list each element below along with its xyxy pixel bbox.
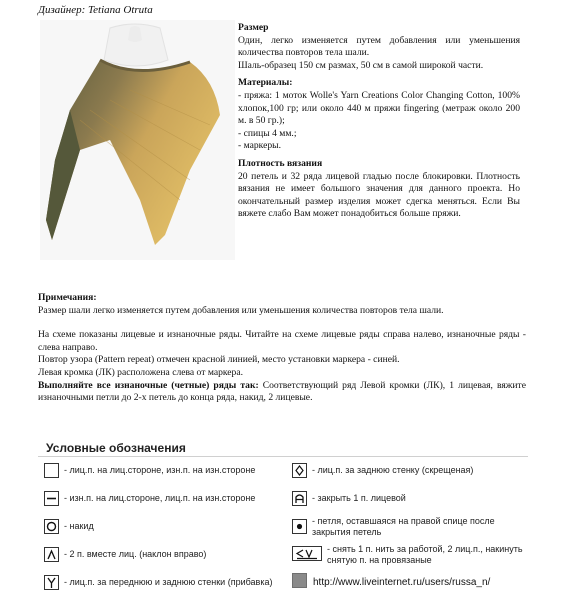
legend-item: - лиц.п. за переднюю и заднюю стенки (прибавка) bbox=[64, 577, 273, 587]
notes-line: Размер шали легко изменяется путем добавления или уменьшения количества повторов тела шали. bbox=[38, 304, 444, 316]
size-heading: Размер bbox=[238, 22, 269, 33]
materials-item: - спицы 4 мм.; bbox=[238, 127, 297, 139]
bind-off-icon bbox=[292, 491, 307, 506]
notes-line bbox=[38, 380, 526, 405]
legend-item: - снять 1 п. нить за работой, 2 лиц.п., накинуть снятую п. на провязаные bbox=[327, 544, 523, 565]
blank-square-icon bbox=[44, 463, 59, 478]
purl-rows-text: Соответствующий ряд Левой кромки (ЛК), 1 лицевая, вяжите изнаночными петли до 2-х петель до конца ряда, накид, 2 лицевые. bbox=[38, 379, 526, 404]
legend-item: - закрыть 1 п. лицевой bbox=[312, 493, 406, 503]
notes-line: Левая кромка (ЛК) расположена слева от маркера. bbox=[38, 366, 244, 378]
legend-item: - петля, оставшаяся на правой спице после закрытия петель bbox=[312, 516, 495, 537]
y-square-icon bbox=[44, 575, 59, 590]
notes-line: На схеме показаны лицевые и изнаночные ряды. Читайте на схеме лицевые ряды справа налево, изнаночные ряды - слева направо. bbox=[38, 329, 526, 353]
purl-rows-heading: Выполняйте все изнаночные (четные) ряды так: bbox=[38, 379, 259, 391]
legend-item: - накид bbox=[64, 521, 94, 531]
notes-block bbox=[38, 292, 526, 405]
lambda-square-icon bbox=[44, 547, 59, 562]
twisted-stitch-icon bbox=[292, 463, 307, 478]
legend-item: - лиц.п. за заднюю стенку (скрещеная) bbox=[312, 465, 474, 475]
size-text: Один, легко изменяется путем добавления или уменьшения количества повторов тела шали. bbox=[238, 34, 520, 59]
legend-item: - лиц.п. на лиц.стороне, изн.п. на изн.стороне bbox=[64, 465, 256, 475]
circle-square-icon bbox=[44, 519, 59, 534]
notes-heading: Примечания: bbox=[38, 292, 97, 303]
grey-square-icon bbox=[292, 573, 307, 588]
dot-square-icon bbox=[292, 519, 307, 534]
size-sample: Шаль-образец 150 см размах, 50 см в самой широкой части. bbox=[238, 59, 484, 71]
legend-item: - изн.п. на лиц.стороне, лиц.п. на изн.стороне bbox=[64, 493, 256, 503]
legend-divider bbox=[38, 456, 528, 457]
gauge-heading: Плотность вязания bbox=[238, 157, 323, 169]
designer-credit: Дизайнер: Tetiana Otruta bbox=[38, 4, 153, 16]
legend-title: Условные обозначения bbox=[46, 441, 186, 455]
notes-line: Повтор узора (Pattern repeat) отмечен красной линией, место установки маркера - синей. bbox=[38, 354, 400, 366]
watermark: http://www.liveinternet.ru/users/russa_n/ bbox=[313, 577, 491, 588]
dash-square-icon bbox=[44, 491, 59, 506]
slip-purl-icon bbox=[292, 546, 322, 561]
shawl-photo bbox=[40, 20, 235, 260]
gauge-text: 20 петель и 32 ряда лицевой гладью после блокировки. Плотность вязания не имеет большого значения для данного проекта. Но окончательный размер изделия может сдегка меняться. Если Вы вяжете слабо Вам может понадобиться больше пряжи. bbox=[238, 170, 520, 220]
legend-item: - 2 п. вместе лиц. (наклон вправо) bbox=[64, 549, 207, 559]
materials-item: - пряжа: 1 моток Wolle's Yarn Creations Color Changing Cotton, 100% хлопок,100 гр; или около 440 м пряжи fingering (метраж около 200 м. в 50 гр.); bbox=[238, 89, 520, 127]
materials-heading: Материалы: bbox=[238, 77, 293, 89]
specs-block bbox=[238, 22, 520, 221]
materials-item: - маркеры. bbox=[238, 140, 281, 152]
